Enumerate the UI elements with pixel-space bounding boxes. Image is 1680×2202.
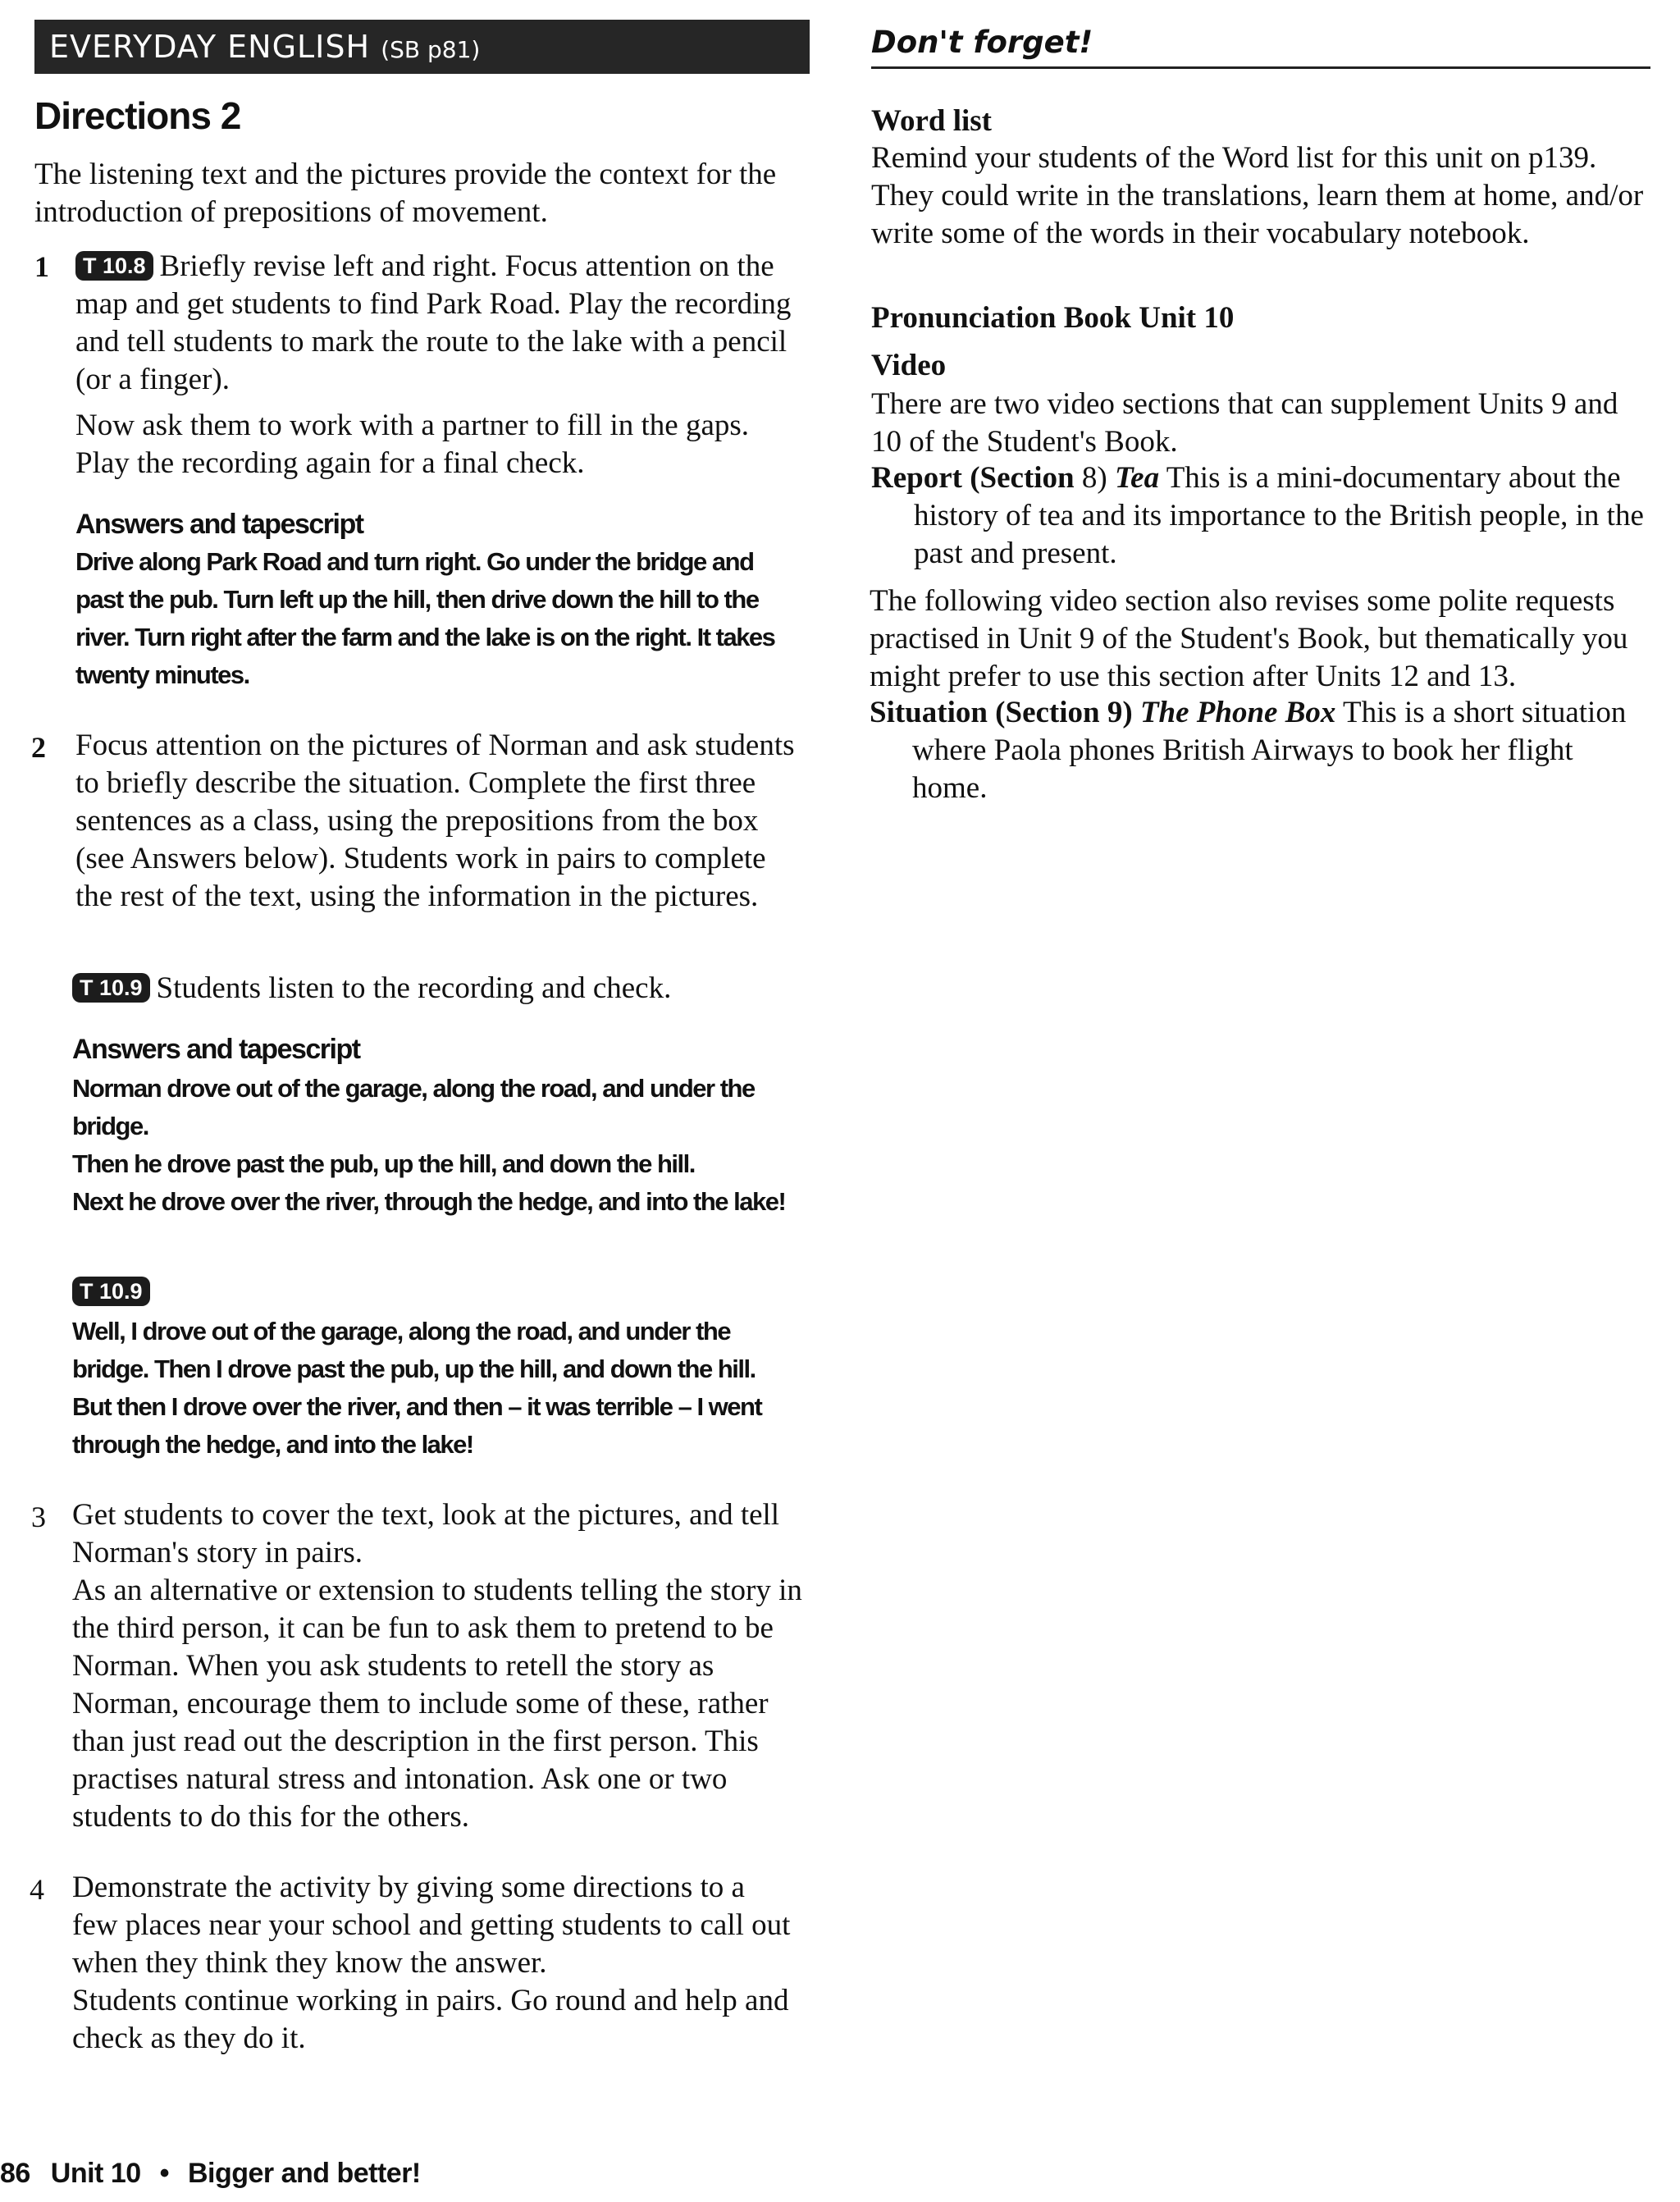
step-2-text-2-body: Students listen to the recording and check. [156, 971, 672, 1005]
report-text: This is a mini-documentary about the history of tea and its importance to the British people, in the past and present. [914, 461, 1644, 570]
right-column [871, 0, 1650, 902]
step-2-number: 2 [31, 731, 46, 764]
step-1-text-2: Now ask them to work with a partner to fill in the gaps. Play the recording again for a final check. [75, 409, 750, 480]
report-label: Report (Section [871, 461, 1075, 495]
situation-label: Situation (Section 9) [870, 696, 1133, 729]
page-number: 86 [0, 2158, 30, 2189]
banner-subtitle: (SB p81) [381, 36, 481, 63]
report-title: Tea [1114, 461, 1160, 495]
step-3-text: Get students to cover the text, look at the pictures, and tell Norman's story in pairs. [72, 1498, 780, 1569]
pronunciation-heading: Pronunciation Book Unit 10 [871, 301, 1235, 335]
step-1-text-body: Briefly revise left and right. Focus attention on the map and get students to find Park Road. Play the recording and tell students to mark the route to the lake with a pencil (or a finger). [75, 249, 792, 396]
situation-text: This is a short situation where Paola phones British Airways to book her flight home. [912, 696, 1627, 805]
step-3-text-2: As an alternative or extension to students telling the story in the third person, it can be fun to ask them to pretend to be Norman. When you ask students to retell the story as Norman, encourage them to include some of these, rather than just read out the description in the first person. This practises natural stress and intonation. Ask one or two students to do this for the others. [72, 1574, 802, 1834]
step-4-text: Demonstrate the activity by giving some directions to a few places near your school and getting students to call out when they think they know the answer. [72, 1871, 791, 1980]
page-title: Directions 2 [34, 94, 241, 137]
footer-unit-title: Bigger and better! [187, 2158, 421, 2189]
section-banner [34, 20, 810, 74]
step-2-answers-heading: Answers and tapescript [72, 1034, 360, 1065]
step-2-text: Focus attention on the pictures of Norman and ask students to briefly describe the situation. Complete the first three sentences as a class, using the prepositions from the box (see Answers below). Students work in pairs to complete the rest of the text, using the information in the pictures. [75, 729, 795, 913]
page-footer [0, 2158, 421, 2190]
situation-title: The Phone Box [1139, 696, 1336, 729]
step-1-answers-heading: Answers and tapescript [75, 509, 363, 540]
step-1-number: 1 [34, 250, 49, 283]
banner-title: EVERYDAY ENGLISH [49, 29, 371, 65]
situation-section [870, 694, 1649, 807]
footer-unit: Unit 10 [50, 2158, 141, 2189]
step-2-text-2 [72, 970, 794, 1007]
step-1-answers: Drive along Park Road and turn right. Go under the bridge and past the pub. Turn left up the hill, then drive down the hill to the river. Turn right after the farm and the lake is on the right. It takes twenty minutes. [75, 547, 775, 689]
step-2-tapescript: Well, I drove out of the garage, along the road, and under the bridge. Then I drove past the pub, up the hill, and down the hill. But then I drove over the river, and then – it was terrible – I went through the hedge, and into the lake! [72, 1317, 762, 1459]
audio-tag-t10-9: T 10.9 [72, 973, 150, 1003]
step-2-answers-line-3: Next he drove over the river, through the hedge, and into the lake! [72, 1187, 786, 1216]
audio-tag-t10-9-tapescript: T 10.9 [72, 1277, 150, 1306]
dont-forget-title: Don't forget! [871, 25, 1650, 69]
footer-bullet: • [159, 2158, 169, 2189]
intro-paragraph: The listening text and the pictures provide the context for the introduction of prepositions of movement. [34, 158, 777, 229]
step-4-number: 4 [30, 1873, 44, 1906]
audio-tag-t10-8: T 10.8 [75, 251, 153, 281]
step-2-answers-line-1: Norman drove out of the garage, along the road, and under the bridge. [72, 1074, 755, 1140]
tapescript-tag [72, 1277, 157, 1306]
video-text: There are two video sections that can supplement Units 9 and 10 of the Student's Book. [871, 387, 1618, 459]
report-number: 8) [1081, 461, 1107, 495]
left-column [0, 0, 820, 2202]
video-heading: Video [871, 349, 947, 382]
step-2-answers-line-2: Then he drove past the pub, up the hill, and down the hill. [72, 1149, 695, 1178]
step-4-text-2: Students continue working in pairs. Go round and help and check as they do it. [72, 1984, 789, 2055]
report-section [871, 459, 1650, 573]
word-list-heading: Word list [871, 104, 992, 138]
following-text: The following video section also revises some polite requests practised in Unit 9 of the Student's Book, but thematically you might prefer to use this section after Units 12 and 13. [870, 584, 1628, 693]
step-1-text [75, 248, 797, 399]
step-3-number: 3 [31, 1501, 46, 1533]
word-list-text: Remind your students of the Word list for this unit on p139. They could write in the translations, learn them at home, and/or write some of the words in their vocabulary notebook. [871, 141, 1644, 250]
